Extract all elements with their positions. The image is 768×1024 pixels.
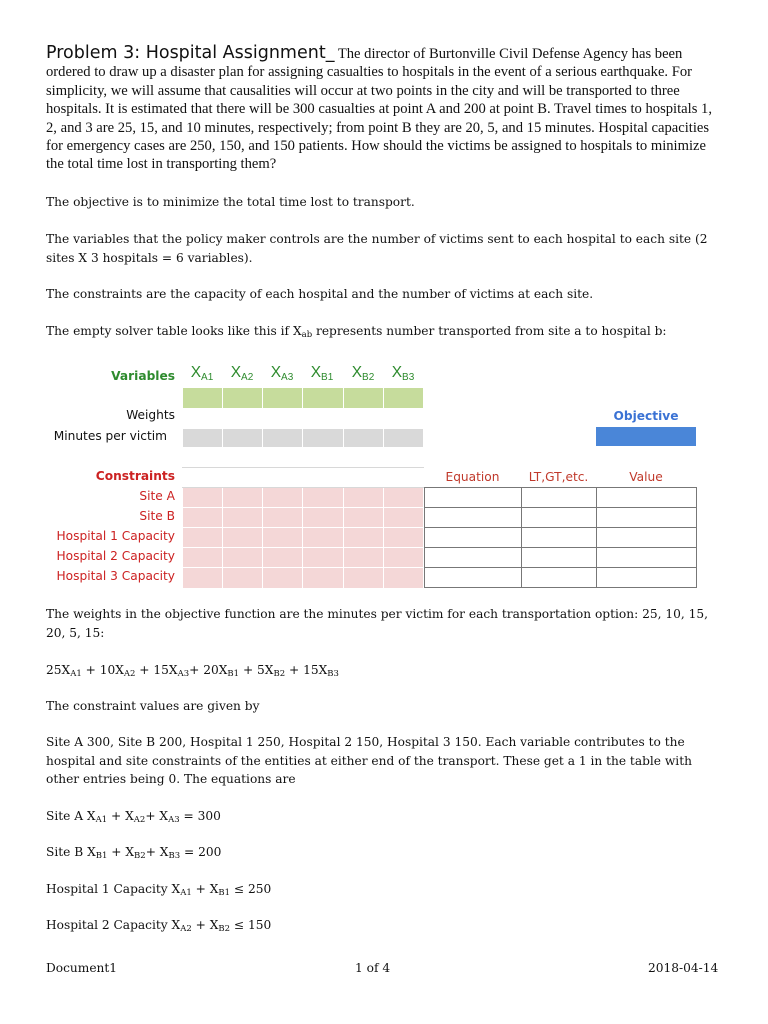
output-cell xyxy=(596,547,697,568)
output-cell xyxy=(521,507,597,528)
grid-hline xyxy=(182,547,424,548)
minutes-row xyxy=(182,428,424,447)
variables-label: Variables xyxy=(111,369,175,383)
output-cell xyxy=(424,507,522,528)
constraints-paragraph: The constraints are the capacity of each hospital and the number of victims at each site. xyxy=(46,287,594,301)
output-cell xyxy=(521,547,597,568)
weights-label: Weights xyxy=(126,408,175,422)
variable-header: $X_{B3}$ xyxy=(391,364,415,383)
constraint-equation: Site B $X_{B1} + X_{B2}+ X_{B3} = 200$ xyxy=(46,845,222,861)
variable-header: $X_{B1}$ xyxy=(310,364,334,383)
grid-hline xyxy=(182,507,424,508)
output-cell xyxy=(596,567,697,588)
output-cell xyxy=(521,527,597,548)
grid-vline xyxy=(262,388,263,588)
variable-header: $X_{A2}$ xyxy=(230,364,254,383)
variable-header: $X_{B2}$ xyxy=(351,364,375,383)
output-cell xyxy=(521,567,597,588)
problem-text: The director of Burtonville Civil Defense Agency has been ordered to draw up a disaster plan for assigning casualties to hospitals in the event of a serious earthquake. For simplicity, we will assume that causalities will occur at two points in the city and will be transported to three hospitals. It is estimated that there will be 300 casualties at point A and 200 at point B. Travel times to hospitals 1, 2, and 3 are 25, 15, and 10 minutes, respectively; from point B they are 20, 5, and 15 minutes. Hospital capacities for emergency cases are 250, 150, and 150 patients. How should the victims be assigned to hospitals to minimize the total time lost in transporting them? xyxy=(46,46,712,173)
variables-row xyxy=(182,388,424,408)
variable-header: $X_{A1}$ xyxy=(190,364,214,383)
output-cell xyxy=(596,487,697,508)
objective-cell xyxy=(596,427,696,446)
variable-header: $X_{A3}$ xyxy=(270,364,294,383)
output-cell xyxy=(424,527,522,548)
constraints-label: Constraints xyxy=(95,469,175,483)
variables-paragraph: The variables that the policy maker controls are the number of victims sent to each hospital to each site (2 sites X 3 hospitals = 6 variables). xyxy=(46,232,708,265)
constraints-block xyxy=(182,487,424,588)
constraint-row-label: Hospital 2 Capacity xyxy=(56,549,175,563)
footer-page-number: 1 of 4 xyxy=(355,961,391,975)
output-cell xyxy=(424,567,522,588)
constraint-row-label: Site B xyxy=(139,509,175,523)
grid-hline xyxy=(182,567,424,568)
constraint-values-paragraph: Site A 300, Site B 200, Hospital 1 250, Hospital 2 150, Hospital 3 150. Each variable contributes to the hospital and site constraints of the entities at either end of the transport. These get a 1 in the table with other entries being 0. The equations are xyxy=(46,735,692,786)
problem-title: Problem 3: Hospital Assignment xyxy=(46,43,326,63)
output-cell xyxy=(424,487,522,508)
grid-hline xyxy=(182,447,424,448)
output-cell xyxy=(424,547,522,568)
constraint-equation: Hospital 2 Capacity $X_{A2} + X_{B2} \le 150$ xyxy=(46,918,272,934)
grid-vline xyxy=(383,388,384,588)
output-cell xyxy=(596,507,697,528)
constraint-equation: Site A $X_{A1} + X_{A2}+ X_{A3} = 300$ xyxy=(46,809,221,825)
constraint-values-intro: The constraint values are given by xyxy=(46,699,260,713)
output-column-header: Value xyxy=(629,470,663,484)
footer-document-name: Document1 xyxy=(46,961,118,975)
minutes-label: Minutes per victim xyxy=(53,429,167,443)
objective-function: $25X_{A1} + 10X_{A2} + 15X_{A3}+ 20X_{B1} + 5X_{B2} + 15X_{B3}$ xyxy=(46,663,339,679)
problem-statement: Problem 3: Hospital Assignment_ The director of Burtonville Civil Defense Agency has been ordered to draw up a disaster plan for assigning casualties to hospitals in the event of a serious earthquake. For simplicity, we will assume that causalities will occur at two points in the city and will be transported to three hospitals. It is estimated that there will be 300 casualties at point A and 200 at point B. Travel times to hospitals 1, 2, and 3 are 25, 15, and 10 minutes, respectively; from point B they are 20, 5, and 15 minutes. Hospital capacities for emergency cases are 250, 150, and 150 patients. How should the victims be assigned to hospitals to minimize the total time lost in transporting them? xyxy=(46,43,712,173)
grid-hline xyxy=(182,467,424,468)
empty-table-paragraph: The empty solver table looks like this if $X_{ab}$ represents number transported from site a to hospital b: xyxy=(46,324,667,340)
grid-vline xyxy=(302,388,303,588)
grid-hline xyxy=(182,408,424,409)
constraint-row-label: Hospital 1 Capacity xyxy=(56,529,175,543)
grid-hline xyxy=(182,428,424,429)
grid-vline xyxy=(343,388,344,588)
footer-date: 2018-04-14 xyxy=(648,961,719,975)
weights-paragraph: The weights in the objective function are the minutes per victim for each transportation option: 25, 10, 15, 20, 5, 15: xyxy=(46,607,708,640)
output-cell xyxy=(521,487,597,508)
output-column-header: LT,GT,etc. xyxy=(528,470,589,484)
grid-hline xyxy=(182,527,424,528)
grid-vline xyxy=(182,388,183,588)
constraint-row-label: Hospital 3 Capacity xyxy=(56,569,175,583)
constraint-equation: Hospital 1 Capacity $X_{A1} + X_{B1} \le 250$ xyxy=(46,882,272,898)
output-cell xyxy=(596,527,697,548)
output-column-header: Equation xyxy=(445,470,500,484)
objective-label: Objective xyxy=(613,409,679,423)
grid-hline xyxy=(182,487,424,488)
objective-paragraph: The objective is to minimize the total time lost to transport. xyxy=(46,195,415,209)
grid-vline xyxy=(222,388,223,588)
constraint-row-label: Site A xyxy=(139,489,175,503)
